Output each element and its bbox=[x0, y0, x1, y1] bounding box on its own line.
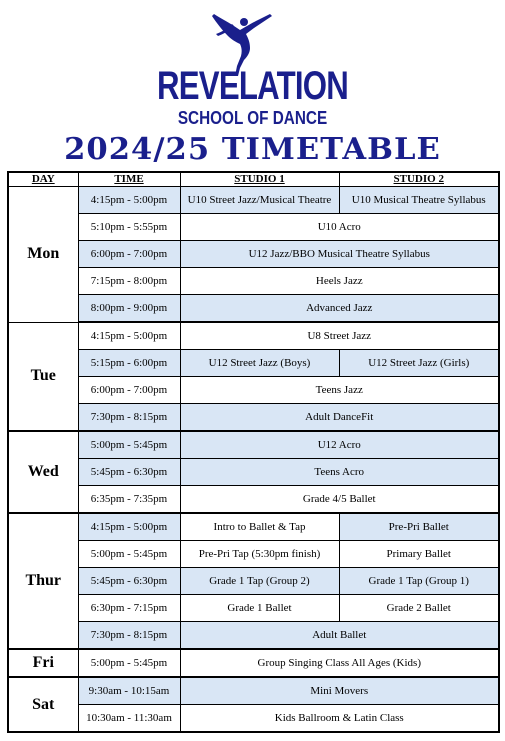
table-row bbox=[8, 513, 499, 541]
time-cell: 9:30am - 10:15am bbox=[78, 677, 180, 705]
table-row bbox=[8, 649, 499, 677]
time-cell: 4:15pm - 5:00pm bbox=[78, 513, 180, 541]
class-cell: Grade 4/5 Ballet bbox=[180, 486, 499, 514]
table-row bbox=[8, 241, 499, 268]
table-row bbox=[8, 622, 499, 650]
time-cell: 6:00pm - 7:00pm bbox=[78, 241, 180, 268]
class-cell: U12 Jazz/BBO Musical Theatre Syllabus bbox=[180, 241, 499, 268]
studio1-cell: Grade 1 Tap (Group 2) bbox=[180, 568, 339, 595]
header-studio2: STUDIO 2 bbox=[339, 172, 499, 187]
logo bbox=[0, 0, 505, 135]
table-row bbox=[8, 268, 499, 295]
header-day: DAY bbox=[8, 172, 78, 187]
table-row bbox=[8, 459, 499, 486]
time-cell: 5:15pm - 6:00pm bbox=[78, 350, 180, 377]
table-row bbox=[8, 187, 499, 214]
class-cell: U8 Street Jazz bbox=[180, 322, 499, 350]
table-row bbox=[8, 677, 499, 705]
studio2-cell: Primary Ballet bbox=[339, 541, 499, 568]
studio1-cell: Pre-Pri Tap (5:30pm finish) bbox=[180, 541, 339, 568]
studio1-cell: Grade 1 Ballet bbox=[180, 595, 339, 622]
class-cell: Teens Jazz bbox=[180, 377, 499, 404]
table-row bbox=[8, 486, 499, 514]
time-cell: 4:15pm - 5:00pm bbox=[78, 322, 180, 350]
studio1-cell: U10 Street Jazz/Musical Theatre bbox=[180, 187, 339, 214]
table-header-row bbox=[8, 172, 499, 187]
timetable bbox=[7, 171, 500, 733]
time-cell: 7:30pm - 8:15pm bbox=[78, 622, 180, 650]
studio2-cell: Grade 2 Ballet bbox=[339, 595, 499, 622]
table-row bbox=[8, 350, 499, 377]
class-cell: U10 Acro bbox=[180, 214, 499, 241]
table-row bbox=[8, 705, 499, 733]
time-cell: 6:35pm - 7:35pm bbox=[78, 486, 180, 514]
day-cell: Sat bbox=[8, 677, 78, 732]
time-cell: 5:00pm - 5:45pm bbox=[78, 431, 180, 459]
brand-subtitle: SCHOOL OF DANCE bbox=[177, 108, 328, 128]
time-cell: 6:00pm - 7:00pm bbox=[78, 377, 180, 404]
time-cell: 6:30pm - 7:15pm bbox=[78, 595, 180, 622]
class-cell: Adult DanceFit bbox=[180, 404, 499, 432]
page-title: 2024/25 TIMETABLE bbox=[64, 132, 441, 167]
time-cell: 5:10pm - 5:55pm bbox=[78, 214, 180, 241]
day-cell: Mon bbox=[8, 187, 78, 323]
class-cell: Group Singing Class All Ages (Kids) bbox=[180, 649, 499, 677]
class-cell: U12 Acro bbox=[180, 431, 499, 459]
table-row bbox=[8, 431, 499, 459]
time-cell: 5:00pm - 5:45pm bbox=[78, 541, 180, 568]
time-cell: 7:30pm - 8:15pm bbox=[78, 404, 180, 432]
time-cell: 8:00pm - 9:00pm bbox=[78, 295, 180, 323]
table-row bbox=[8, 404, 499, 432]
day-cell: Tue bbox=[8, 322, 78, 431]
time-cell: 5:45pm - 6:30pm bbox=[78, 568, 180, 595]
time-cell: 10:30am - 11:30am bbox=[78, 705, 180, 733]
day-cell: Thur bbox=[8, 513, 78, 649]
class-cell: Heels Jazz bbox=[180, 268, 499, 295]
time-cell: 5:45pm - 6:30pm bbox=[78, 459, 180, 486]
day-cell: Fri bbox=[8, 649, 78, 677]
table-row bbox=[8, 568, 499, 595]
table-row bbox=[8, 322, 499, 350]
class-cell: Teens Acro bbox=[180, 459, 499, 486]
studio1-cell: U12 Street Jazz (Boys) bbox=[180, 350, 339, 377]
time-cell: 5:00pm - 5:45pm bbox=[78, 649, 180, 677]
class-cell: Kids Ballroom & Latin Class bbox=[180, 705, 499, 733]
table-row bbox=[8, 214, 499, 241]
table-row bbox=[8, 295, 499, 323]
class-cell: Adult Ballet bbox=[180, 622, 499, 650]
class-cell: Mini Movers bbox=[180, 677, 499, 705]
time-cell: 4:15pm - 5:00pm bbox=[78, 187, 180, 214]
table-row bbox=[8, 377, 499, 404]
table-row bbox=[8, 595, 499, 622]
class-cell: Advanced Jazz bbox=[180, 295, 499, 323]
studio2-cell: U10 Musical Theatre Syllabus bbox=[339, 187, 499, 214]
studio1-cell: Intro to Ballet & Tap bbox=[180, 513, 339, 541]
studio2-cell: Pre-Pri Ballet bbox=[339, 513, 499, 541]
studio2-cell: Grade 1 Tap (Group 1) bbox=[339, 568, 499, 595]
studio2-cell: U12 Street Jazz (Girls) bbox=[339, 350, 499, 377]
header-studio1: STUDIO 1 bbox=[180, 172, 339, 187]
time-cell: 7:15pm - 8:00pm bbox=[78, 268, 180, 295]
brand-name: REVELATION bbox=[157, 64, 348, 108]
day-cell: Wed bbox=[8, 431, 78, 513]
table-row bbox=[8, 541, 499, 568]
header-time: TIME bbox=[78, 172, 180, 187]
